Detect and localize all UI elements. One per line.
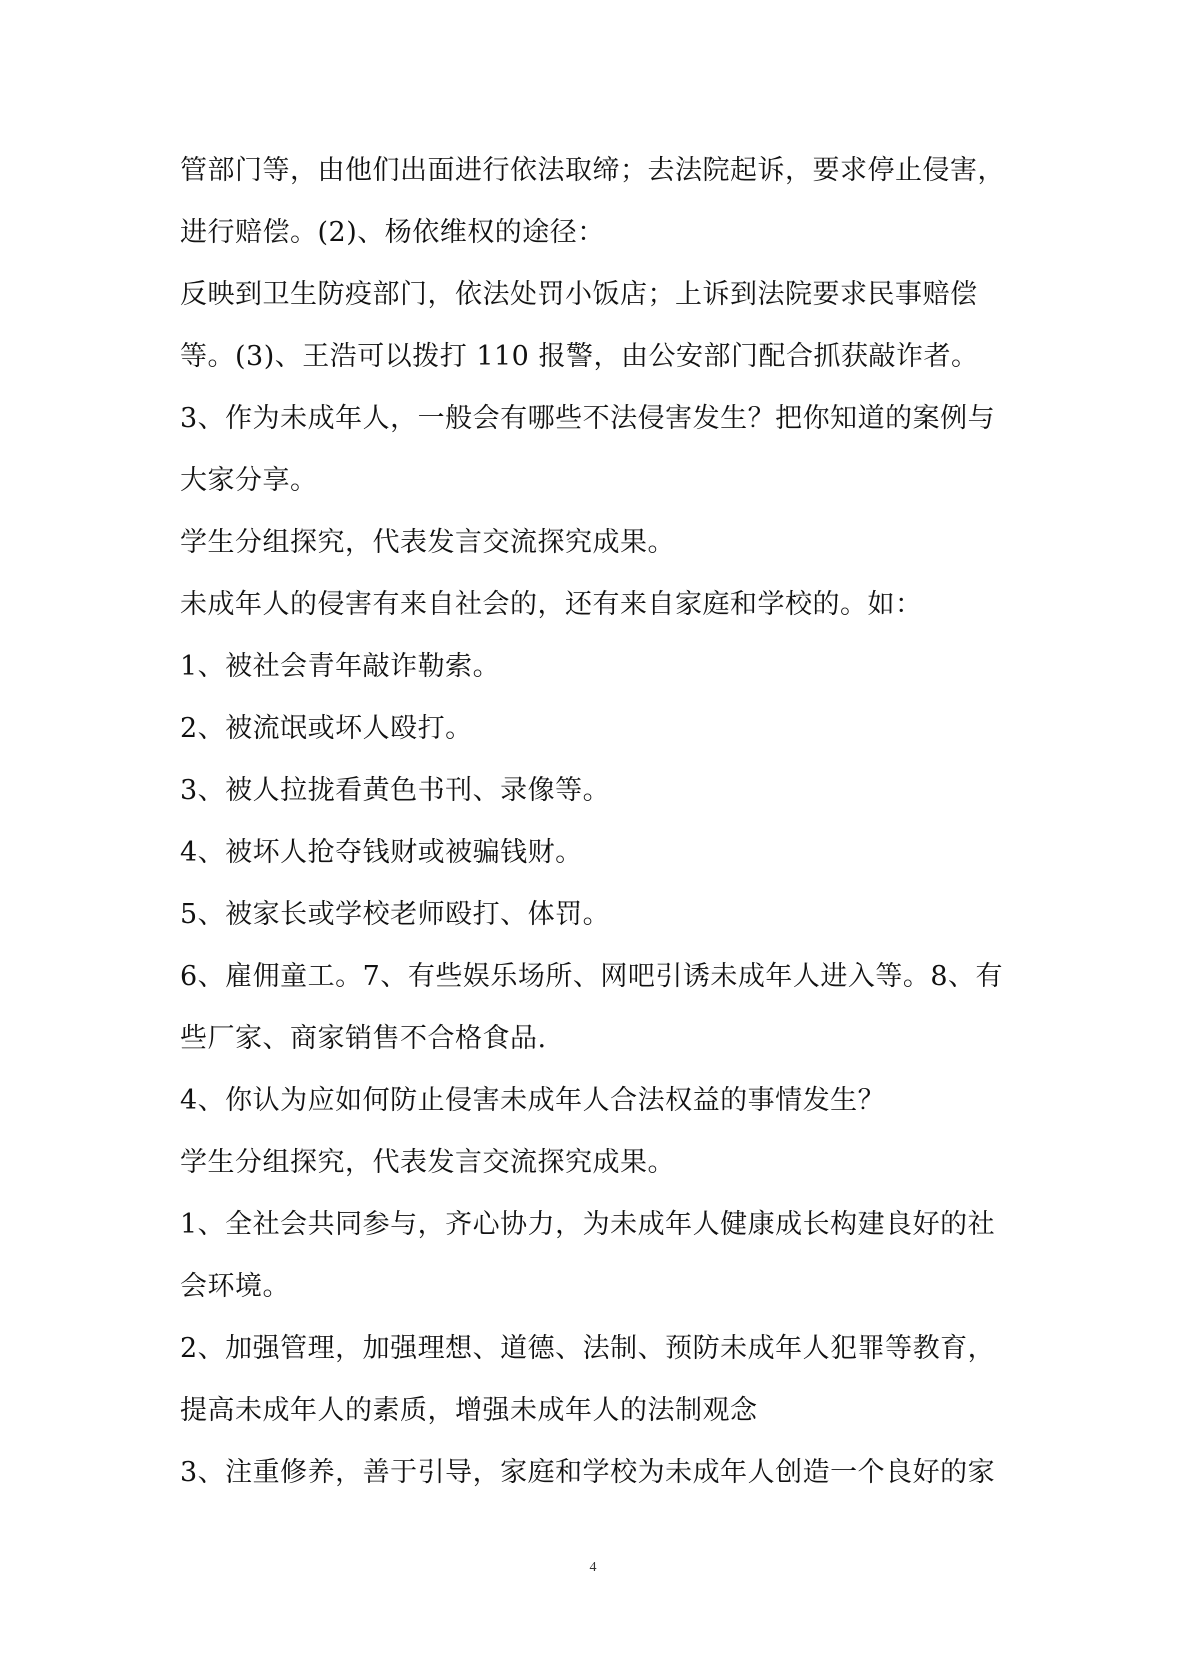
text-line: 未成年人的侵害有来自社会的，还有来自家庭和学校的。如： <box>180 589 923 620</box>
text-line: 大家分享。 <box>180 465 318 496</box>
text-line: 管部门等，由他们出面进行依法取缔；去法院起诉，要求停止侵害， <box>180 155 1005 186</box>
text-line: 6、雇佣童工。7、有些娱乐场所、网吧引诱未成年人进入等。8、有 <box>180 961 1004 992</box>
text-line: 5、被家长或学校老师殴打、体罚。 <box>180 899 611 930</box>
text-line: 3、注重修养，善于引导，家庭和学校为未成年人创造一个良好的家 <box>180 1457 996 1488</box>
text-line: 学生分组探究，代表发言交流探究成果。 <box>180 1147 675 1178</box>
text-line: 反映到卫生防疫部门，依法处罚小饭店；上诉到法院要求民事赔偿 <box>180 279 978 310</box>
text-line: 1、被社会青年敲诈勒索。 <box>180 651 501 682</box>
page-number: 4 <box>589 1560 597 1575</box>
text-line: 4、被坏人抢夺钱财或被骗钱财。 <box>180 837 583 868</box>
text-line: 2、被流氓或坏人殴打。 <box>180 713 473 744</box>
text-line: 会环境。 <box>180 1271 290 1302</box>
text-line: 等。(3)、王浩可以拨打 110 报警，由公安部门配合抓获敲诈者。 <box>180 341 979 372</box>
text-line: 3、被人拉拢看黄色书刊、录像等。 <box>180 775 611 806</box>
text-line: 些厂家、商家销售不合格食品. <box>180 1023 547 1054</box>
text-line: 2、加强管理，加强理想、道德、法制、预防未成年人犯罪等教育， <box>180 1333 996 1364</box>
text-line: 学生分组探究，代表发言交流探究成果。 <box>180 527 675 558</box>
text-line: 进行赔偿。(2)、杨依维权的途径： <box>180 217 605 248</box>
body-text <box>180 140 1020 1504</box>
text-line: 3、作为未成年人，一般会有哪些不法侵害发生？把你知道的案例与 <box>180 403 996 434</box>
text-line: 1、全社会共同参与，齐心协力，为未成年人健康成长构建良好的社 <box>180 1209 996 1240</box>
text-line: 4、你认为应如何防止侵害未成年人合法权益的事情发生？ <box>180 1085 886 1116</box>
text-line: 提高未成年人的素质，增强未成年人的法制观念 <box>180 1395 758 1426</box>
